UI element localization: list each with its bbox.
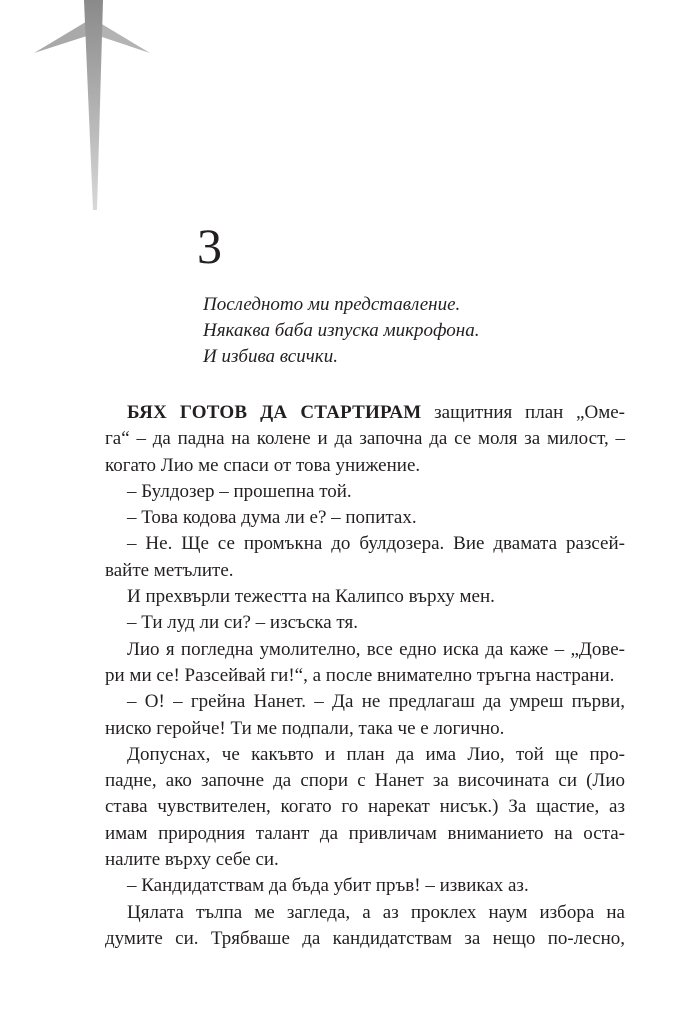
text-line-rest: защитния план „Оме- xyxy=(421,402,625,423)
text-line: ри ми се! Разсейвай ги!“, а после внимателно тръгна настрани. xyxy=(105,664,615,686)
text-line: налите върху себе си. xyxy=(105,849,279,871)
text-line: – Булдозер – прошепна той. xyxy=(127,480,352,502)
ornament-stem xyxy=(84,0,103,210)
epigraph-line: Последното ми представление. xyxy=(203,294,461,315)
text-line: – Кандидатствам да бъда убит пръв! – извиках аз. xyxy=(127,875,529,897)
text-line: Лио я погледна умолително, все едно иска да каже – „Дове- xyxy=(127,638,625,660)
text-line: – Ти луд ли си? – изсъска тя. xyxy=(127,612,358,634)
text-line: – Това кодова дума ли е? – попитах. xyxy=(127,507,417,529)
text-line: Допуснах, че какъвто и план да има Лио, той ще про- xyxy=(127,743,625,765)
text-line xyxy=(105,400,625,426)
opening-caps: БЯХ ГОТОВ ДА СТАРТИРАМ xyxy=(127,402,422,423)
text-line: думите си. Трябваше да кандидатствам за нещо по-лесно, xyxy=(105,927,625,949)
text-line: – Не. Ще се промъкна до булдозера. Вие двамата разсей- xyxy=(127,533,625,555)
text-line: имам природния талант да привличам вниманието на оста- xyxy=(105,822,625,844)
text-line: – О! – грейна Нанет. – Да не предлагаш да умреш първи, xyxy=(127,691,625,713)
epigraph-line: Някаква баба изпуска микрофона. xyxy=(203,320,480,341)
chapter-number: 3 xyxy=(197,218,222,274)
text-line: ниско геройче! Ти ме подпали, така че е логично. xyxy=(105,717,505,739)
text-line: И прехвърли тежестта на Калипсо върху мен. xyxy=(127,586,495,608)
text-line: вайте метълите. xyxy=(105,559,234,581)
text-line: падне, ако започне да спори с Нанет за височината си (Лио xyxy=(105,770,625,792)
epigraph xyxy=(203,292,623,370)
epigraph-line: И избива всички. xyxy=(203,346,338,367)
chapter-ornament xyxy=(0,0,190,215)
text-line: става чувствителен, когато го нарекат нисък.) За щастие, аз xyxy=(105,796,625,818)
text-line: Цялата тълпа ме загледа, а аз проклех наум избора на xyxy=(127,901,625,923)
chapter-body xyxy=(105,400,625,952)
text-line: га“ – да падна на колене и да започна да се моля за милост, – xyxy=(105,428,625,450)
text-line: когато Лио ме спаси от това унижение. xyxy=(105,454,421,476)
ornament-left-spike xyxy=(34,20,93,53)
